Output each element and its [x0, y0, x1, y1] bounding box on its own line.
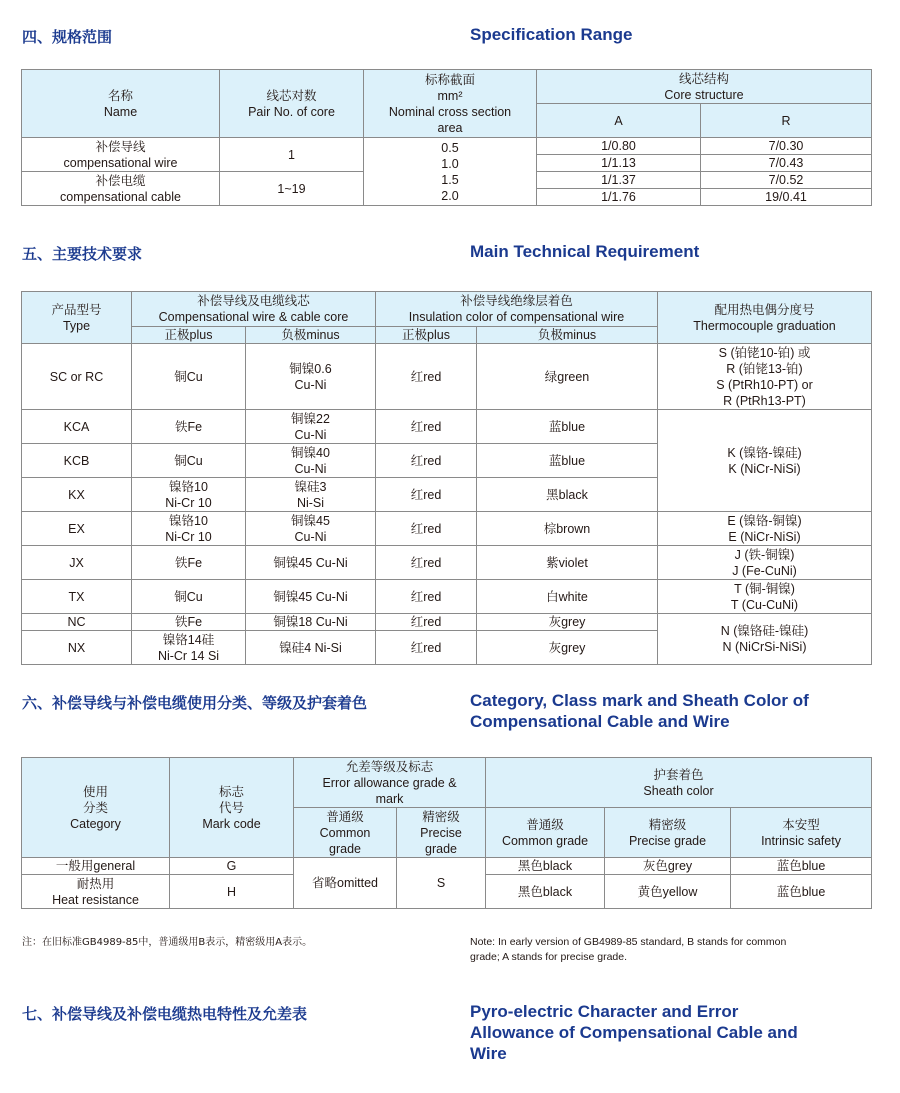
- section4-zh-title: 四、规格范围: [22, 28, 113, 46]
- section4-en-title: Specification Range: [470, 25, 633, 44]
- table-cell: 红red: [376, 344, 477, 410]
- header-sheath-safety: 本安型 Intrinsic safety: [731, 808, 872, 858]
- section7-zh-title: 七、补偿导线及补偿电缆热电特性及允差表: [22, 1005, 308, 1023]
- table-cell: 镍铬10 Ni-Cr 10: [132, 478, 246, 512]
- table-cell: JX: [22, 546, 132, 580]
- table-cell: 红red: [376, 444, 477, 478]
- header-minus-insulation: 负极minus: [477, 327, 658, 344]
- table-cell: 铜Cu: [132, 580, 246, 614]
- table-cell: G: [170, 858, 294, 875]
- header-plus-insulation: 正极plus: [376, 327, 477, 344]
- table-cell: 铜Cu: [132, 444, 246, 478]
- table-cell: 1/1.37: [537, 172, 701, 189]
- table-cell: EX: [22, 512, 132, 546]
- table-cell: 红red: [376, 631, 477, 665]
- table-cell: 灰色grey: [605, 858, 731, 875]
- table-cell: 镍铬10 Ni-Cr 10: [132, 512, 246, 546]
- table-cell: 紫violet: [477, 546, 658, 580]
- table-cell: 铜镍0.6 Cu-Ni: [246, 344, 376, 410]
- table-cell: 铜镍45 Cu-Ni: [246, 512, 376, 546]
- table-cell: NX: [22, 631, 132, 665]
- table-cell: 灰grey: [477, 631, 658, 665]
- table-cell: 1/0.80: [537, 138, 701, 155]
- header-core: 补偿导线及电缆线芯 Compensational wire & cable core: [132, 292, 376, 327]
- table-cell: 铁Fe: [132, 546, 246, 580]
- table-cell: 蓝色blue: [731, 858, 872, 875]
- spec-range-table: [21, 69, 872, 206]
- header-common: 普通级 Common grade: [294, 808, 397, 858]
- tc-e: E (镍铬-铜镍) E (NiCr-NiSi): [658, 512, 872, 546]
- table-cell: 蓝色blue: [731, 875, 872, 909]
- header-plus: 正极plus: [132, 327, 246, 344]
- tc-s-r: S (铂铑10-铂) 或 R (铂铑13-铂) S (PtRh10-PT) or R (PtRh13-PT): [658, 344, 872, 410]
- header-name: 名称 Name: [22, 70, 220, 138]
- tc-t: T (铜-铜镍) T (Cu-CuNi): [658, 580, 872, 614]
- header-sheath-common: 普通级 Common grade: [486, 808, 605, 858]
- table-cell: 19/0.41: [701, 189, 872, 206]
- table-cell: 棕brown: [477, 512, 658, 546]
- table-cell: 镍铬14硅 Ni-Cr 14 Si: [132, 631, 246, 665]
- header-precise: 精密级 Precise grade: [397, 808, 486, 858]
- table-cell: 铜镍45 Cu-Ni: [246, 580, 376, 614]
- table-cell: 灰grey: [477, 614, 658, 631]
- table-cell: 一般用general: [22, 858, 170, 875]
- table-cell: 蓝blue: [477, 444, 658, 478]
- table-cell: 红red: [376, 512, 477, 546]
- header-core-structure: 线芯结构 Core structure: [537, 70, 872, 104]
- header-sheath-color: 护套着色 Sheath color: [486, 758, 872, 808]
- table-cell: 1/1.13: [537, 155, 701, 172]
- table-cell: H: [170, 875, 294, 909]
- header-cross-section: 标称截面 mm² Nominal cross section area: [364, 70, 537, 138]
- table-cell: 7/0.30: [701, 138, 872, 155]
- tc-j: J (铁-铜镍) J (Fe-CuNi): [658, 546, 872, 580]
- header-category: 使用 分类 Category: [22, 758, 170, 858]
- table-cell: 镍硅4 Ni-Si: [246, 631, 376, 665]
- section7-en-title: Pyro-electric Character and Error Allowance of Compensational Cable and Wire: [470, 1002, 798, 1063]
- table-cell: 红red: [376, 614, 477, 631]
- table-cell: 蓝blue: [477, 410, 658, 444]
- omitted-cell: 省略omitted: [294, 858, 397, 909]
- header-r: R: [701, 104, 872, 138]
- table-cell: 7/0.43: [701, 155, 872, 172]
- section6-en-title: Category, Class mark and Sheath Color of Compensational Cable and Wire: [470, 691, 809, 731]
- pair-wire: 1: [220, 138, 364, 172]
- header-type: 产品型号 Type: [22, 292, 132, 344]
- header-sheath-precise: 精密级 Precise grade: [605, 808, 731, 858]
- table-cell: SC or RC: [22, 344, 132, 410]
- category-class-table: [21, 757, 872, 909]
- section5-zh-title: 五、主要技术要求: [22, 245, 143, 263]
- tc-n: N (镍铬硅-镍硅) N (NiCrSi-NiSi): [658, 614, 872, 665]
- table-cell: 铜镍40 Cu-Ni: [246, 444, 376, 478]
- header-error-allowance: 允差等级及标志 Error allowance grade & mark: [294, 758, 486, 808]
- table-cell: 镍硅3 Ni-Si: [246, 478, 376, 512]
- table-cell: 耐热用 Heat resistance: [22, 875, 170, 909]
- table-cell: 黑black: [477, 478, 658, 512]
- tc-k: K (镍铬-镍硅) K (NiCr-NiSi): [658, 410, 872, 512]
- table-cell: 绿green: [477, 344, 658, 410]
- table-cell: 红red: [376, 410, 477, 444]
- header-minus: 负极minus: [246, 327, 376, 344]
- table-cell: 1/1.76: [537, 189, 701, 206]
- name-cable: 补偿电缆 compensational cable: [22, 172, 220, 206]
- header-mark-code: 标志 代号 Mark code: [170, 758, 294, 858]
- section5-en-title: Main Technical Requirement: [470, 242, 700, 261]
- table-cell: 红red: [376, 546, 477, 580]
- table-cell: 铜镍18 Cu-Ni: [246, 614, 376, 631]
- header-a: A: [537, 104, 701, 138]
- table-cell: KX: [22, 478, 132, 512]
- technical-requirement-table: [21, 291, 872, 665]
- table-cell: 铜Cu: [132, 344, 246, 410]
- precise-s-cell: S: [397, 858, 486, 909]
- table-cell: 黑色black: [486, 875, 605, 909]
- table-cell: 红red: [376, 580, 477, 614]
- header-insulation: 补偿导线绝缘层着色 Insulation color of compensational wire: [376, 292, 658, 327]
- section6-zh-title: 六、补偿导线与补偿电缆使用分类、等级及护套着色: [22, 694, 368, 712]
- table-cell: TX: [22, 580, 132, 614]
- table-cell: 黄色yellow: [605, 875, 731, 909]
- header-thermocouple: 配用热电偶分度号 Thermocouple graduation: [658, 292, 872, 344]
- table-cell: KCA: [22, 410, 132, 444]
- table-cell: 铁Fe: [132, 410, 246, 444]
- name-wire: 补偿导线 compensational wire: [22, 138, 220, 172]
- table-cell: 白white: [477, 580, 658, 614]
- pair-cable: 1~19: [220, 172, 364, 206]
- note-en: Note: In early version of GB4989-85 standard, B stands for common grade; A stands for precise grade.: [470, 936, 787, 963]
- table-cell: 铜镍45 Cu-Ni: [246, 546, 376, 580]
- table-cell: NC: [22, 614, 132, 631]
- table-cell: 铁Fe: [132, 614, 246, 631]
- table-cell: KCB: [22, 444, 132, 478]
- table-cell: 铜镍22 Cu-Ni: [246, 410, 376, 444]
- header-pair: 线芯对数 Pair No. of core: [220, 70, 364, 138]
- table-cell: 7/0.52: [701, 172, 872, 189]
- cross-values: 0.5 1.0 1.5 2.0: [364, 138, 537, 206]
- table-cell: 黑色black: [486, 858, 605, 875]
- note-zh: 注：在旧标准GB4989-85中，普通级用B表示，精密级用A表示。: [22, 937, 313, 948]
- table-cell: 红red: [376, 478, 477, 512]
